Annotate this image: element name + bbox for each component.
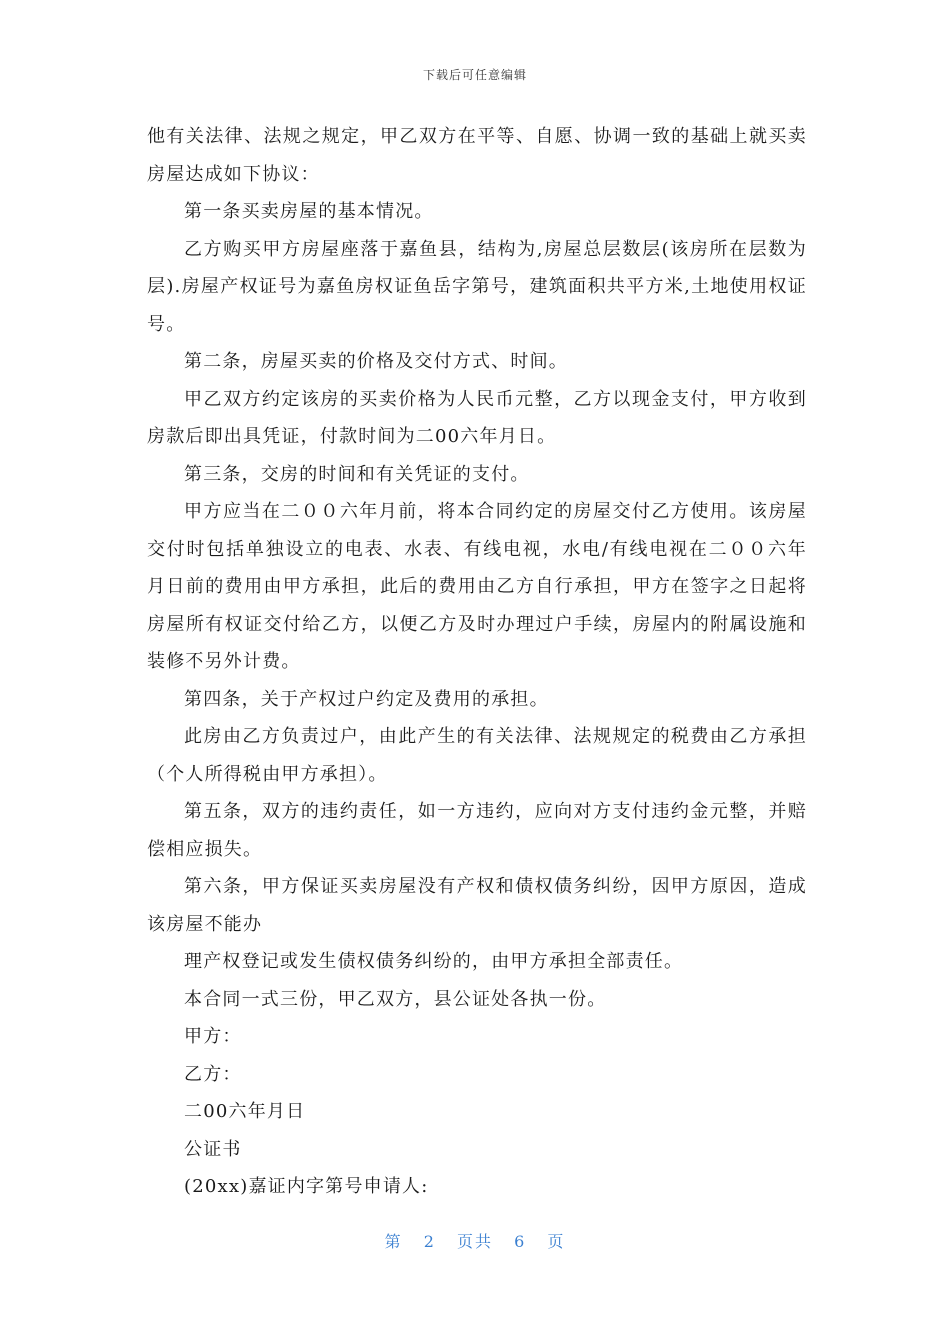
paragraph: 第二条，房屋买卖的价格及交付方式、时间。 <box>184 351 568 372</box>
section-title-notarial-certificate: 公证书 <box>184 1138 242 1160</box>
paragraph: 第四条，关于产权过户约定及费用的承担。 <box>184 688 549 710</box>
paragraph: (20xx)嘉证内字第号申请人: <box>184 1176 429 1197</box>
paragraph: 理产权登记或发生债权债务纠纷的，由甲方承担全部责任。 <box>184 951 684 972</box>
signature-party-a: 甲方： <box>184 1026 242 1047</box>
signature-party-b: 乙方： <box>184 1063 242 1085</box>
paragraph: 第六条，甲方保证买卖房屋没有产权和债权债务纠纷，因甲方原因，造成该房屋不能办 <box>147 876 807 935</box>
paragraph: 甲乙双方约定该房的买卖价格为人民币元整，乙方以现金支付，甲方收到房款后即出具凭证，付款时间为二00六年月日。 <box>147 388 807 447</box>
paragraph: 此房由乙方负责过户，由此产生的有关法律、法规规定的税费由乙方承担（个人所得税由甲方承担）。 <box>147 726 807 785</box>
document-body <box>147 118 807 1206</box>
paragraph: 第一条买卖房屋的基本情况。 <box>184 201 434 222</box>
paragraph: 他有关法律、法规之规定，甲乙双方在平等、自愿、协调一致的基础上就买卖房屋达成如下协议： <box>147 126 807 185</box>
page-header: 下载后可任意编辑 <box>422 68 527 82</box>
paragraph: 乙方购买甲方房屋座落于嘉鱼县，结构为,房屋总层数层(该房所在层数为层).房屋产权证号为嘉鱼房权证鱼岳字第号，建筑面积共平方米,土地使用权证号。 <box>147 238 807 335</box>
signature-date: 二00六年月日 <box>184 1101 306 1122</box>
paragraph: 本合同一式三份，甲乙双方，县公证处各执一份。 <box>184 988 607 1010</box>
paragraph: 第五条，双方的违约责任，如一方违约，应向对方支付违约金元整，并赔偿相应损失。 <box>147 801 807 860</box>
paragraph: 第三条，交房的时间和有关凭证的支付。 <box>184 463 530 485</box>
paragraph: 甲方应当在二００六年月前，将本合同约定的房屋交付乙方使用。该房屋交付时包括单独设立的电表、水表、有线电视，水电/有线电视在二００六年月日前的费用由甲方承担，此后的费用由乙方自行承担，甲方在签字之日起将房屋所有权证交付给乙方，以便乙方及时办理过户手续，房屋内的附属设施和装修不另外计费。 <box>147 501 807 672</box>
page-number-footer: 第 2 页共 6 页 <box>384 1232 566 1251</box>
